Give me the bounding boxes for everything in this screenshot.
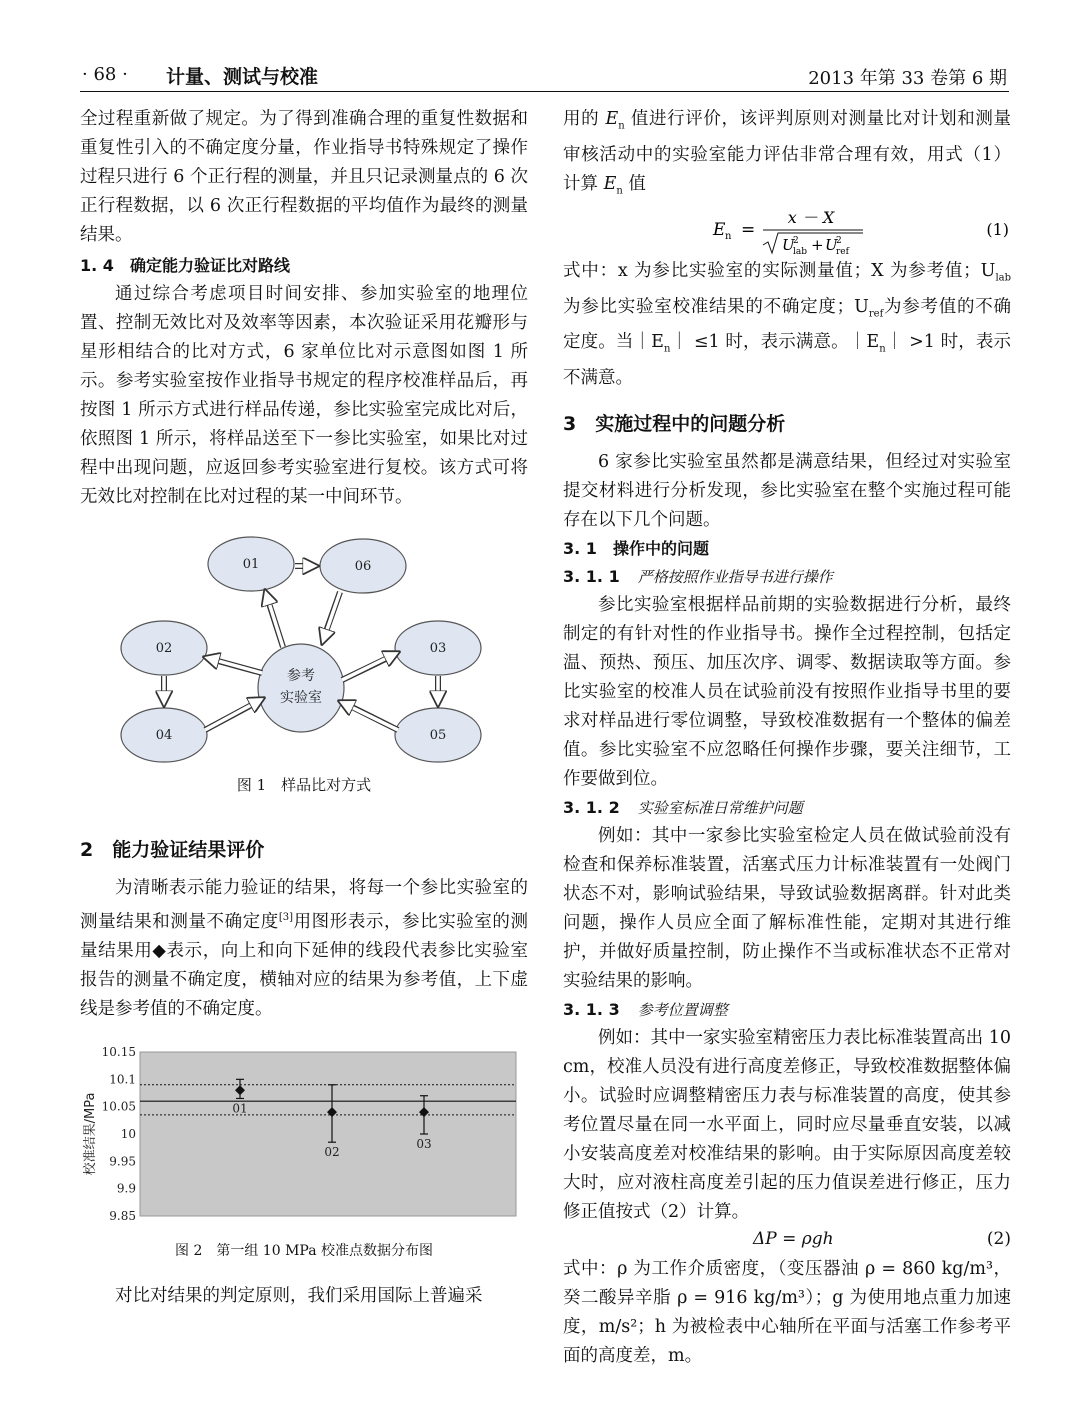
paragraph: 参比实验室根据样品前期的实验数据进行分析，最终制定的有针对性的作业指导书。操作全过程控制，包括定温、预热、预压、加压次序、调零、数据读取等方面。参比实验室的校准人员在试验前没有按照作业指导书里的要求对样品进行零位调整，导致校准数据有一个整体的偏差值。参比实验室不应忽略任何操作步骤，要关注细节，工作要做到位。 [563, 594, 1011, 789]
paragraph: 6 家参比实验室虽然都是满意结果，但经过对实验室提交材料进行分析发现，参比实验室在整个实施过程可能存在以下几个问题。 [563, 451, 1011, 530]
page-header [82, 60, 1007, 90]
header-rule [80, 91, 1009, 92]
node-label: 05 [429, 728, 447, 743]
y-axis-label: 校准结果/MPa [83, 1092, 98, 1176]
svg-text:U: U [825, 236, 838, 254]
node-label: 03 [429, 641, 447, 656]
y-tick-label: 10.05 [101, 1099, 136, 1114]
y-tick-label: 10.15 [101, 1044, 136, 1059]
svg-text:n: n [725, 231, 732, 242]
journal-name: 计量、测试与校准 [166, 66, 319, 88]
paragraph: 例如：其中一家参比实验室检定人员在做试验前没有检查和保养标准装置，活塞式压力计标准装置有一处阀门状态不对，影响试验结果，导致试验数据离群。针对此类问题，操作人员应全面了解标准性能，定期对其进行维护，并做好质量控制，防止操作不当或标准状态不正常对实验结果的影响。 [563, 825, 1011, 991]
section-heading-1-4: 1. 4 确定能力验证比对路线 [80, 256, 290, 275]
paragraph: 全过程重新做了规定。为了得到准确合理的重复性数据和重复性引入的不确定度分量，作业指导书特殊规定了操作过程只进行 6 个正行程的测量，并且只记录测量点的 6 次正行程数据，以 6 次正行程数据的平均值作为最终的测量结果。 [80, 109, 528, 245]
page-number: · 68 · [82, 64, 128, 85]
center-label: 实验室 [280, 690, 322, 706]
y-tick-label: 9.9 [116, 1181, 136, 1196]
svg-text:2: 2 [836, 236, 842, 246]
eq-number: (1) [986, 220, 1009, 239]
section-heading-3-1: 3. 1 操作中的问题 [563, 538, 709, 558]
section-heading-2: 2 能力验证结果评价 [80, 839, 265, 861]
point-label: 03 [416, 1136, 432, 1151]
paragraph: 式中：x 为参比实验室的实际测量值；X 为参考值；$U_{lab}$为参比实验室校准结果的不确定度；$U_{ref}$为参考值的不确定度。当$|E_n| \le 1$ 时，表示满意。$|E_n| >1$ 时，表示不满意。 [563, 261, 1012, 388]
svg-text:=: = [741, 220, 756, 240]
figure-1-caption: 图 1 样品比对方式 [236, 776, 372, 794]
figure-1-diagram [80, 530, 528, 770]
right-column [563, 105, 1011, 1371]
paragraph: 式中：ρ 为工作介质密度，（变压器油 ρ = 860 kg/m³，癸二酸异辛脂 ρ = 916 kg/m³）；g 为使用地点重力加速度，m/s²；h 为被检表中心轴所在平面与活塞工作参考平面的高度差，m。 [563, 1258, 1011, 1366]
node-label: 02 [155, 641, 173, 656]
point-label: 02 [324, 1145, 340, 1160]
section-heading-3-1-3: 3. 1. 3 参考位置调整 [563, 999, 728, 1019]
y-tick-label: 9.85 [109, 1208, 136, 1223]
svg-text:U: U [782, 236, 795, 254]
paragraph: 例如：其中一家实验室精密压力表比标准装置高出 10 cm，校准人员没有进行高度差修正，导致校准数据整体偏小。试验时应调整精密压力表与标准装置的高度，使其参考位置尽量在同一水平面上，同时应尽量垂直安装，以减小安装高度差对校准结果的影响。由于实际原因高度差较大时，应对液柱高度差引起的压力值误差进行修正，压力修正值按式（2）计算。 [563, 1027, 1011, 1222]
y-tick-label: 9.95 [109, 1154, 136, 1169]
paragraph: 为清晰表示能力验证的结果，将每一个参比实验室的测量结果和测量不确定度[3]用图形表示，参比实验室的测量结果用◆表示，向上和向下延伸的线段代表参比实验室报告的测量不确定度，横轴对应的结果为参考值，上下虚线是参考值的不确定度。 [80, 878, 529, 1019]
svg-text:ref: ref [836, 247, 849, 257]
svg-text:lab: lab [793, 247, 808, 257]
figure-2-caption: 图 2 第一组 10 MPa 校准点数据分布图 [175, 1242, 433, 1259]
svg-text:+: + [811, 236, 824, 254]
svg-text:2: 2 [793, 236, 799, 246]
paragraph: 通过综合考虑项目时间安排、参加实验室的地理位置、控制无效比对及效率等因素，本次验证采用花瓣形与星形相结合的比对方式，6 家单位比对示意图如图 1 所示。参考实验室按作业指导书规定的程序校准样品后，再按图 1 所示方式进行样品传递，参比实验室完成比对后，依照图 1 所示，将样品送至下一参比实验室，如果比对过程中出现问题，应返回参考实验室进行复校。该方式可将无效比对控制在比对过程的某一中间环节。 [80, 284, 528, 507]
center-label: 参考 [287, 668, 315, 684]
equation-1 [563, 205, 1011, 257]
paragraph: 用的 $E_n$ 值进行评价，该评判原则对测量比对计划和测量审核活动中的实验室能力评估非常合理有效，用式（1）计算 $E_n$ 值 [563, 109, 1011, 196]
point-label: 01 [232, 1101, 248, 1116]
svg-text:E: E [713, 220, 726, 240]
section-heading-3-1-2: 3. 1. 2 实验室标准日常维护问题 [563, 797, 803, 817]
y-tick-label: 10.1 [109, 1072, 136, 1087]
node-label: 06 [354, 559, 372, 574]
left-column [80, 105, 528, 1311]
node-label: 01 [242, 557, 260, 572]
figure-2-chart [80, 1044, 528, 1234]
equation-2: ΔP = ρgh (2) [753, 1228, 1011, 1249]
y-tick-label: 10 [120, 1126, 136, 1141]
node-label: 04 [155, 728, 173, 743]
plot-area [140, 1052, 516, 1216]
paragraph: 对比对结果的判定原则，我们采用国际上普遍采 [115, 1285, 483, 1306]
section-heading-3: 3 实施过程中的问题分析 [563, 412, 786, 435]
node-reference-lab [258, 644, 344, 732]
eq-numerator: x － X [787, 208, 835, 227]
issue-info: 2013 年第 33 卷第 6 期 [808, 68, 1007, 89]
section-heading-3-1-1: 3. 1. 1 严格按照作业指导书进行操作 [563, 566, 833, 586]
